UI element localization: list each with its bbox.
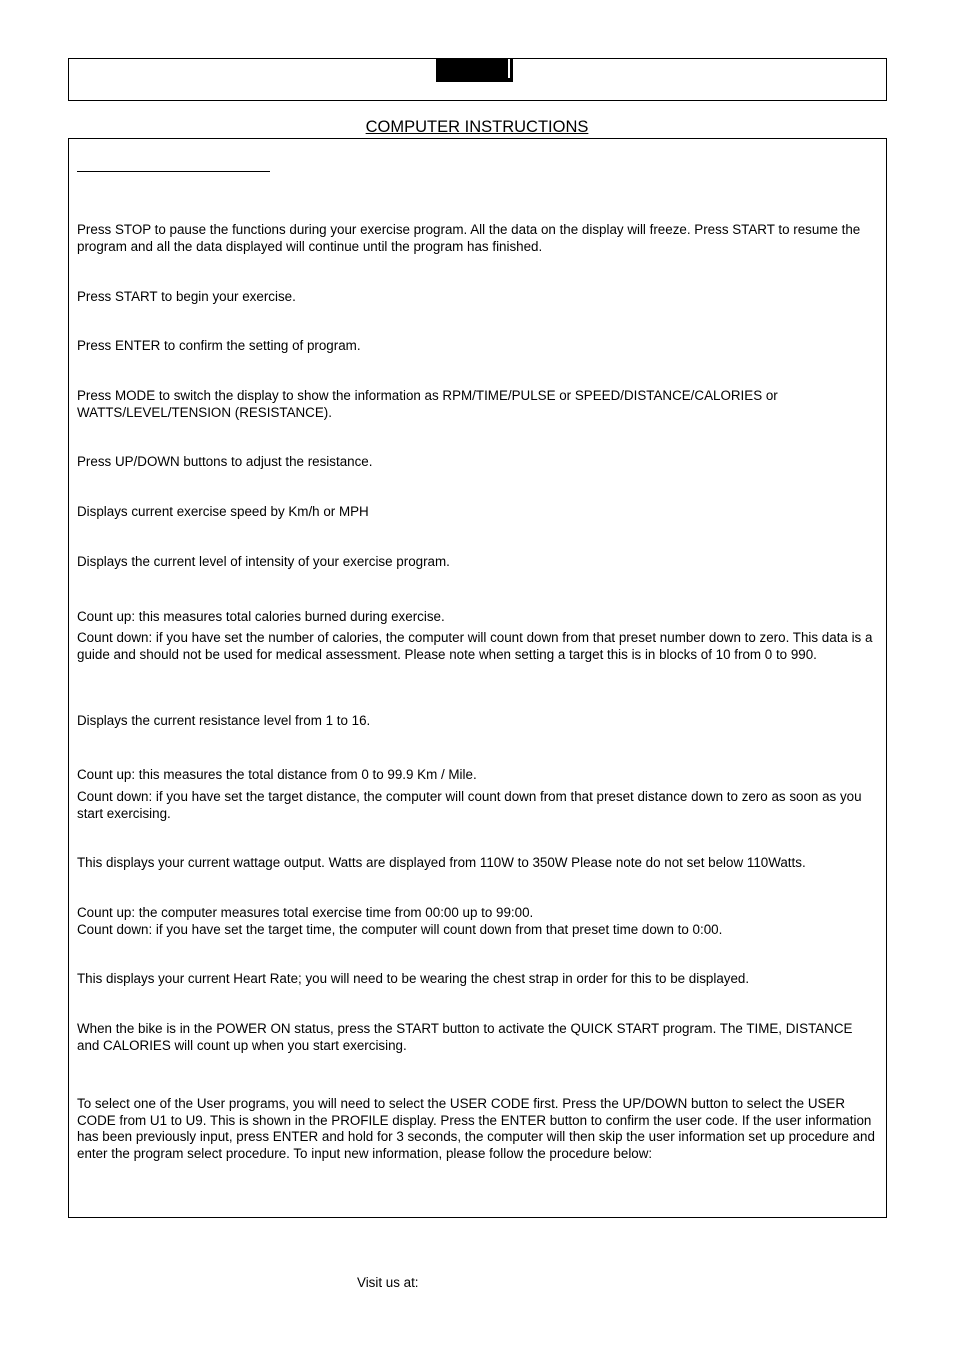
time-count-up: Count up: the computer measures total exercise time from 00:00 up to 99:00. xyxy=(77,905,534,920)
user-program-description: To select one of the User programs, you will need to select the USER CODE first. Press the UP/DOWN button to select the USER CODE from U1 to U9. This is shown in the PROFILE display. Press the ENTER button to confirm the user code. If the user information has been previously input, press ENTER and hold for 3 seconds, the computer will then skip the user information set up procedure and enter the program select procedure. To input new information, please follow the procedure below: xyxy=(77,1096,875,1161)
resistance-description: Displays the current resistance level from 1 to 16. xyxy=(77,713,371,728)
pulse-description: This displays your current Heart Rate; you will need to be wearing the chest strap in order for this to be displayed. xyxy=(77,971,750,986)
section-heading-rule xyxy=(77,171,270,172)
distance-count-up: Count up: this measures the total distance from 0 to 99.9 Km / Mile. xyxy=(77,767,477,782)
header-redaction-block xyxy=(436,59,512,82)
instructions-box xyxy=(68,138,887,1218)
level-description: Displays the current level of intensity of your exercise program. xyxy=(77,554,450,569)
quick-start-description: When the bike is in the POWER ON status, press the START button to activate the QUICK START program. The TIME, DISTANCE and CALORIES will count up when you start exercising. xyxy=(77,1021,853,1053)
speed-description: Displays current exercise speed by Km/h or MPH xyxy=(77,504,369,519)
calories-count-down: Count down: if you have set the number of calories, the computer will count down from that preset number down to zero. This data is a guide and should not be used for medical assessment. Please note when setting a target this is in blocks of 10 from 0 to 990. xyxy=(77,630,873,662)
time-count-down: Count down: if you have set the target time, the computer will count down from that preset time down to 0:00. xyxy=(77,921,723,937)
mode-button-description: Press MODE to switch the display to show the information as RPM/TIME/PULSE or SPEED/DISTANCE/CALORIES or WATTS/LEVEL/TENSION (RESISTANCE). xyxy=(77,388,778,420)
stop-button-description: Press STOP to pause the functions during your exercise program. All the data on the display will freeze. Press START to resume the program and all the data displayed will continue until the program has finished. xyxy=(77,222,861,254)
start-button-description: Press START to begin your exercise. xyxy=(77,289,296,304)
footer-visit-text: Visit us at: xyxy=(357,1275,419,1290)
header-box xyxy=(68,58,887,101)
time-description xyxy=(77,905,877,938)
watts-description: This displays your current wattage output. Watts are displayed from 110W to 350W Please note do not set below 110Watts. xyxy=(77,855,806,870)
calories-count-up: Count up: this measures total calories burned during exercise. xyxy=(77,609,445,624)
header-redaction-bar xyxy=(510,59,513,82)
page-title: COMPUTER INSTRUCTIONS xyxy=(365,118,589,136)
enter-button-description: Press ENTER to confirm the setting of program. xyxy=(77,338,361,353)
up-down-button-description: Press UP/DOWN buttons to adjust the resistance. xyxy=(77,454,373,469)
distance-count-down: Count down: if you have set the target distance, the computer will count down from that preset distance down to zero as soon as you start exercising. xyxy=(77,789,862,821)
